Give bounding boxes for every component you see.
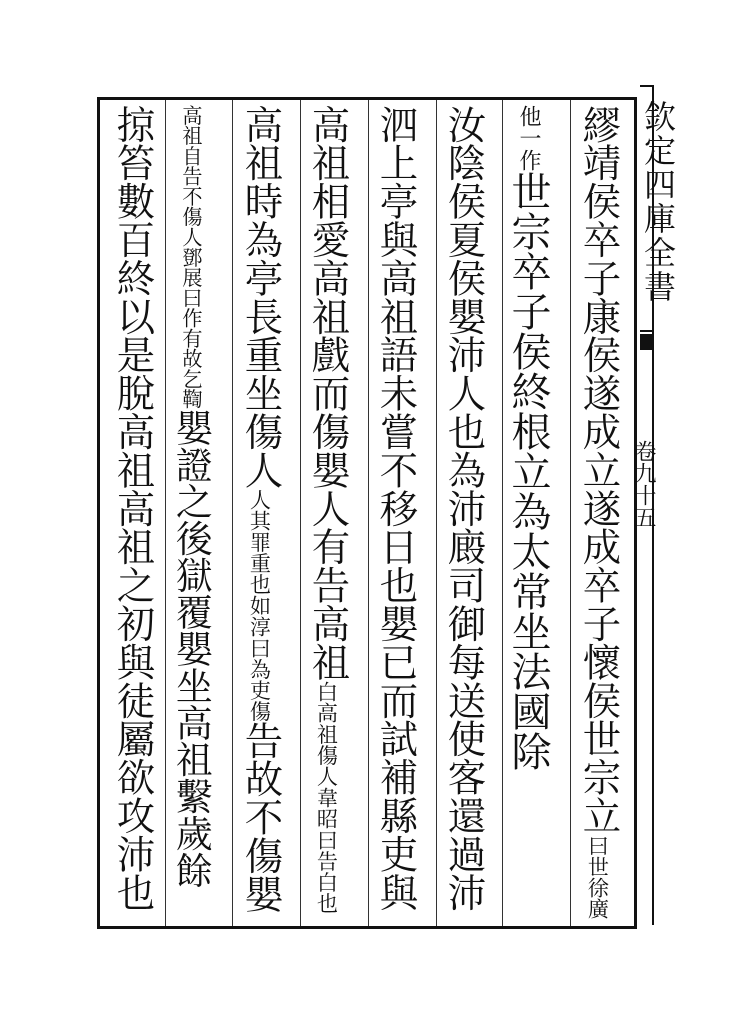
main-text: 高祖時為亭長重坐傷人 xyxy=(237,105,283,489)
annotation-line: 曰世 xyxy=(585,834,611,877)
annotation xyxy=(585,835,609,920)
text-column-7 xyxy=(169,105,213,889)
text-column-1 xyxy=(575,105,621,920)
annotation-line: 韋昭曰告白也 xyxy=(314,786,340,914)
margin-mid-rule xyxy=(640,330,654,332)
annotation-line: 他 xyxy=(516,105,541,127)
main-text: 告故不傷嬰 xyxy=(237,721,283,914)
annotation xyxy=(314,681,338,913)
book-title: 欽定四庫全書 xyxy=(639,100,677,304)
margin-top-rule xyxy=(640,85,654,87)
column-rule xyxy=(436,100,437,926)
main-text: 繆靖侯卒子康侯遂成立遂成卒子懷侯世宗立 xyxy=(575,105,621,835)
annotation-line: 如淳曰為吏傷 xyxy=(247,594,273,722)
volume-number: 卷九十五 xyxy=(631,440,656,528)
annotation xyxy=(247,489,271,721)
text-column-4: 泗上亭與高祖語未嘗不移日也嬰已而試補縣吏與 xyxy=(372,105,418,912)
main-text: 世宗卒子侯終根立為太常坐法國除 xyxy=(505,171,551,771)
annotation-line: 徐廣 xyxy=(585,876,611,920)
column-rule xyxy=(368,100,369,926)
column-rule xyxy=(502,100,503,926)
annotation-line: 鄧展曰作有故乞鞫 xyxy=(178,246,203,410)
text-column-2 xyxy=(505,105,551,771)
main-text: 高祖相愛高祖戲而傷嬰人有告高祖 xyxy=(304,105,350,681)
text-column-3: 汝陰侯夏侯嬰沛人也為沛廄司御每送使客還過沛 xyxy=(440,105,486,912)
annotation-line: 一作 xyxy=(516,127,541,171)
annotation xyxy=(179,105,202,409)
annotation-line: 人其罪重也 xyxy=(247,489,273,595)
text-column-6 xyxy=(237,105,283,914)
text-column-5 xyxy=(304,105,350,914)
annotation-line: 高祖自告不傷人 xyxy=(178,105,203,247)
column-rule xyxy=(300,100,301,926)
fish-tail-mark xyxy=(640,334,654,350)
main-text: 嬰證之後獄覆嬰坐高祖繫歲餘 xyxy=(169,409,213,889)
annotation xyxy=(516,105,541,171)
column-rule xyxy=(165,100,166,926)
column-rule xyxy=(232,100,233,926)
column-rule xyxy=(570,100,571,926)
annotation-line: 白高祖傷人 xyxy=(314,681,340,787)
text-column-8: 掠笞數百終以是脫高祖高祖之初與徒屬欲攻沛也 xyxy=(109,105,155,912)
